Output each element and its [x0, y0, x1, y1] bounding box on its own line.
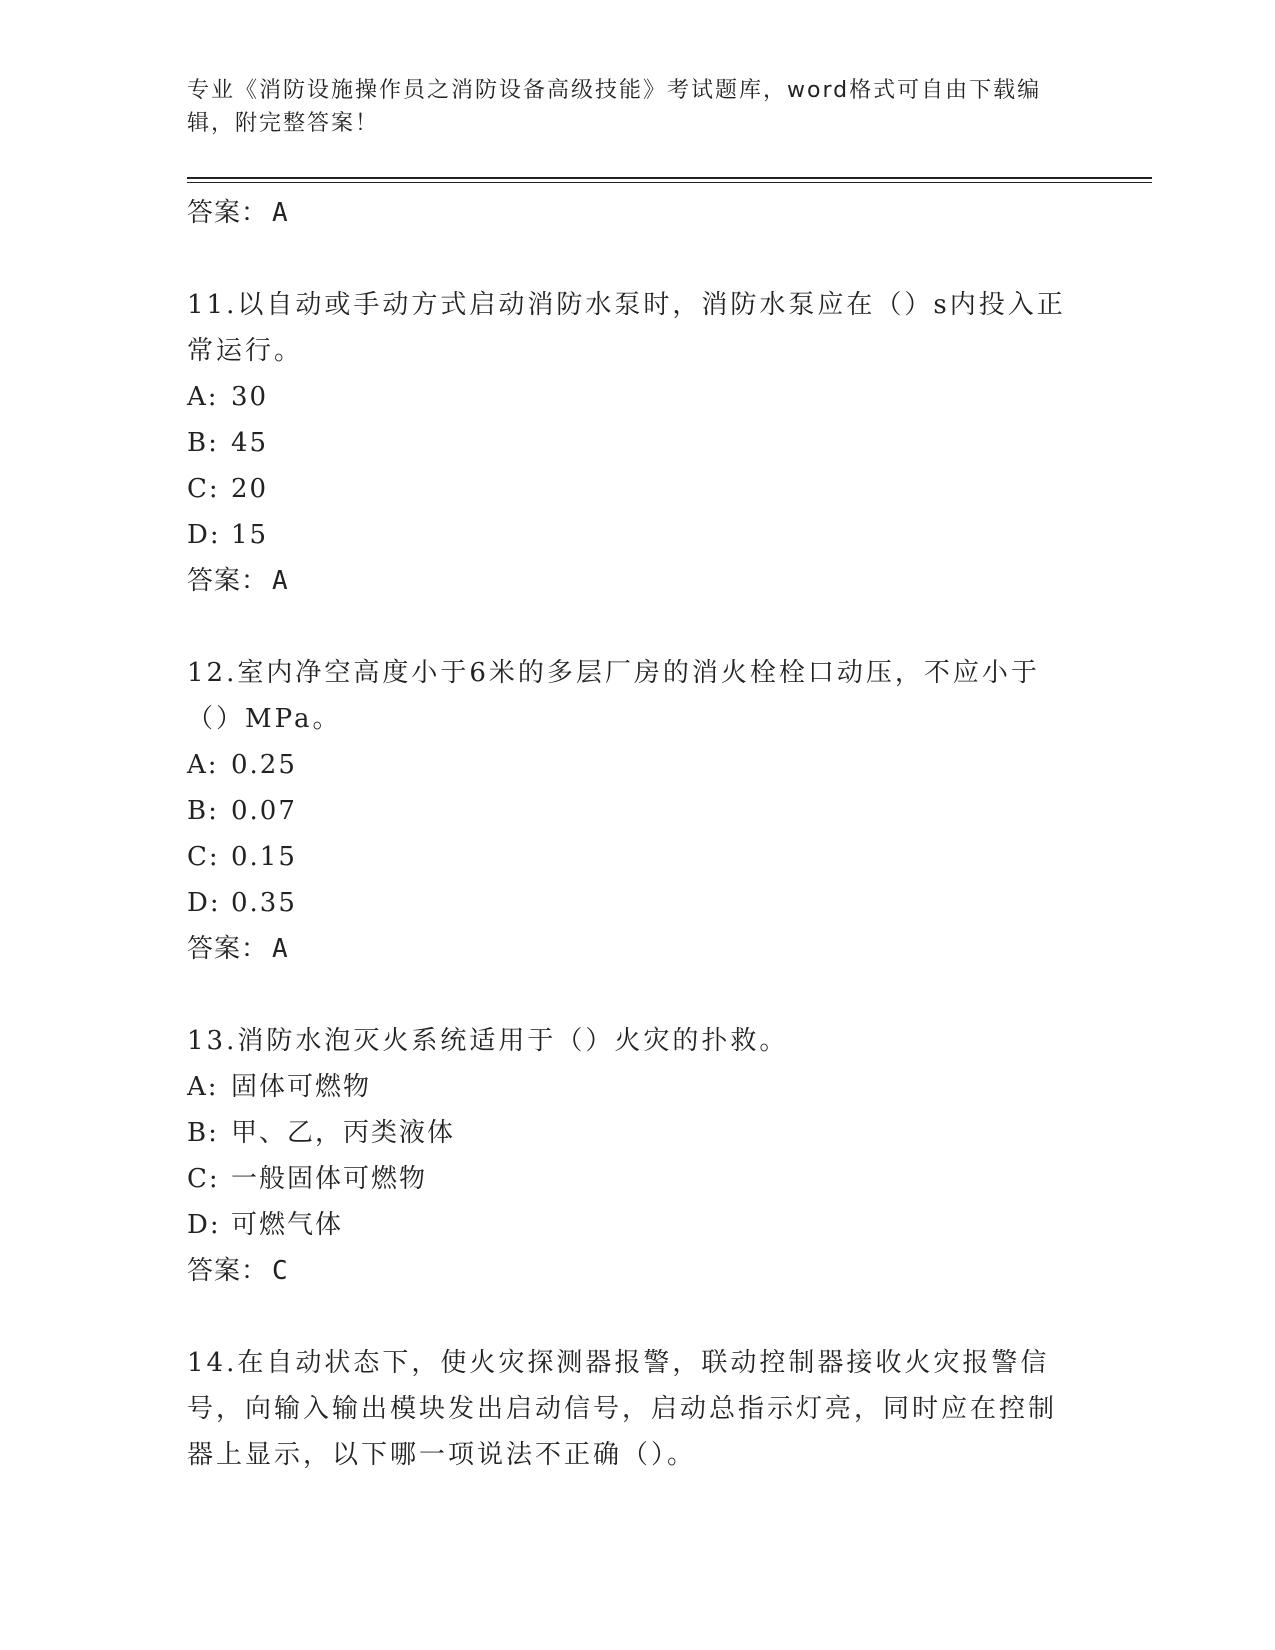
option-key: C: — [187, 842, 220, 872]
answer-label: 答案： — [187, 1256, 269, 1286]
spacer — [187, 604, 1087, 650]
option-text: 0.35 — [231, 888, 297, 918]
option-text: 一般固体可燃物 — [231, 1164, 428, 1194]
header-divider-thin — [187, 182, 1152, 183]
answer-line — [187, 926, 1087, 972]
option-b — [187, 788, 1087, 834]
answer-value: A — [272, 566, 289, 596]
option-text: 20 — [231, 474, 269, 504]
option-key: A: — [187, 1072, 219, 1102]
question-stem-13: 13.消防水泡灭火系统适用于（）火灾的扑救。 — [187, 1026, 789, 1056]
answer-value: A — [272, 934, 289, 964]
option-c — [187, 1156, 1087, 1202]
option-key: C: — [187, 474, 220, 504]
option-a — [187, 742, 1087, 788]
option-text: 可燃气体 — [231, 1210, 344, 1240]
answer-label: 答案： — [187, 934, 269, 964]
option-d — [187, 1202, 1087, 1248]
answer-value: C — [272, 1256, 289, 1286]
spacer — [187, 236, 1087, 282]
answer-line — [187, 190, 1087, 236]
document-header: 专业《消防设施操作员之消防设备高级技能》考试题库，word格式可自由下载编辑，附完整答案！ — [187, 78, 1042, 136]
option-key: B: — [187, 428, 219, 458]
question-stem-12: 12.室内净空高度小于6米的多层厂房的消火栓栓口动压，不应小于（）MPa。 — [187, 658, 1040, 734]
option-text: 甲、乙，丙类液体 — [231, 1118, 456, 1148]
option-key: B: — [187, 1118, 219, 1148]
answer-label: 答案： — [187, 566, 269, 596]
answer-line — [187, 558, 1087, 604]
option-key: B: — [187, 796, 219, 826]
option-key: A: — [187, 750, 219, 780]
option-text: 固体可燃物 — [231, 1072, 372, 1102]
option-key: A: — [187, 382, 219, 412]
spacer — [187, 1294, 1087, 1340]
option-d — [187, 880, 1087, 926]
option-a — [187, 374, 1087, 420]
option-c — [187, 466, 1087, 512]
option-b — [187, 420, 1087, 466]
option-b — [187, 1110, 1087, 1156]
option-key: D: — [187, 520, 221, 550]
option-key: D: — [187, 888, 221, 918]
question-stem-14: 14.在自动状态下，使火灾探测器报警，联动控制器接收火灾报警信号，向输入输出模块发出启动信号，启动总指示灯亮，同时应在控制器上显示，以下哪一项说法不正确（）。 — [187, 1348, 1058, 1470]
option-d — [187, 512, 1087, 558]
option-c — [187, 834, 1087, 880]
answer-label: 答案： — [187, 198, 269, 228]
option-text: 0.07 — [231, 796, 297, 826]
answer-value: A — [272, 198, 289, 228]
option-text: 30 — [231, 382, 269, 412]
question-list — [187, 190, 1087, 1478]
option-key: C: — [187, 1164, 220, 1194]
spacer — [187, 972, 1087, 1018]
answer-line — [187, 1248, 1087, 1294]
option-key: D: — [187, 1210, 221, 1240]
option-text: 0.15 — [231, 842, 297, 872]
header-divider-thick — [187, 177, 1152, 179]
option-a — [187, 1064, 1087, 1110]
option-text: 0.25 — [231, 750, 297, 780]
question-stem-11: 11.以自动或手动方式启动消防水泵时，消防水泵应在（）s内投入正常运行。 — [187, 290, 1066, 366]
option-text: 45 — [231, 428, 269, 458]
option-text: 15 — [231, 520, 269, 550]
